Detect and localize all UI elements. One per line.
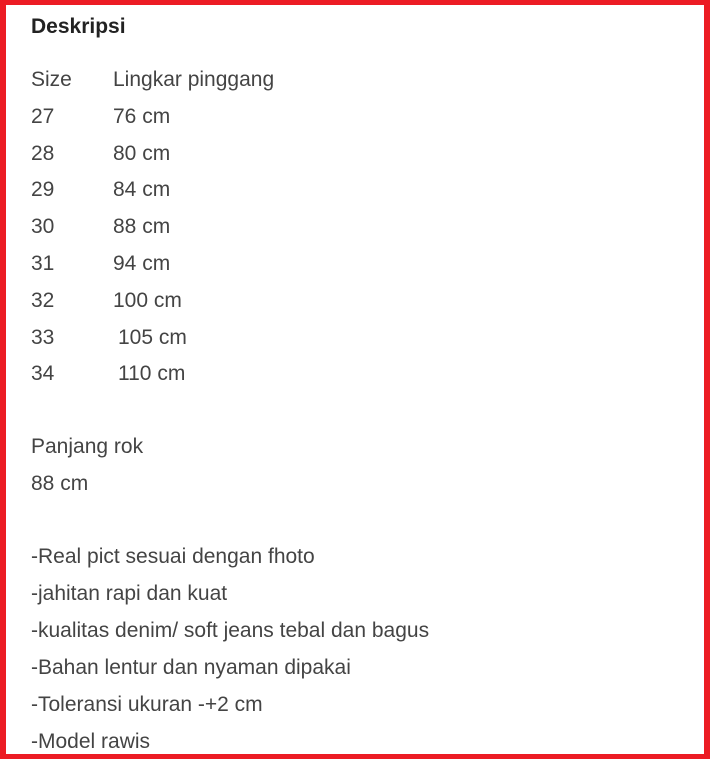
waist-value: 100 cm xyxy=(113,288,182,312)
feature-list xyxy=(31,545,429,767)
size-value: 34 xyxy=(31,362,55,386)
waist-value: 110 cm xyxy=(118,362,186,386)
skirt-length-label: Panjang rok xyxy=(31,435,144,458)
waist-value: 88 cm xyxy=(113,215,171,239)
skirt-length-block xyxy=(31,435,143,509)
size-value: 31 xyxy=(31,251,55,275)
list-item: -kualitas denim/ soft jeans tebal dan bagus xyxy=(31,619,430,642)
size-value: 32 xyxy=(31,288,55,312)
list-item: -Toleransi ukuran -+2 cm xyxy=(31,693,263,716)
list-item: -Model rawis xyxy=(31,730,151,753)
list-item: -Real pict sesuai dengan fhoto xyxy=(31,545,315,568)
waist-value: 94 cm xyxy=(113,251,171,275)
size-value: 30 xyxy=(31,215,55,239)
waist-value: 105 cm xyxy=(118,325,187,349)
list-item: -jahitan rapi dan kuat xyxy=(31,582,228,605)
waist-value: 80 cm xyxy=(113,141,171,165)
list-item: -Bahan lentur dan nyaman dipakai xyxy=(31,656,351,679)
size-value: 29 xyxy=(31,178,55,202)
waist-column-header: Lingkar pinggang xyxy=(113,68,275,91)
size-value: 27 xyxy=(31,104,55,128)
size-value: 28 xyxy=(31,141,55,165)
size-value: 33 xyxy=(31,325,55,349)
size-column-header: Size xyxy=(31,68,72,91)
skirt-length-value: 88 cm xyxy=(31,472,89,495)
waist-value: 76 cm xyxy=(113,104,171,128)
description-heading: Deskripsi xyxy=(31,15,126,38)
waist-value: 84 cm xyxy=(113,178,171,202)
